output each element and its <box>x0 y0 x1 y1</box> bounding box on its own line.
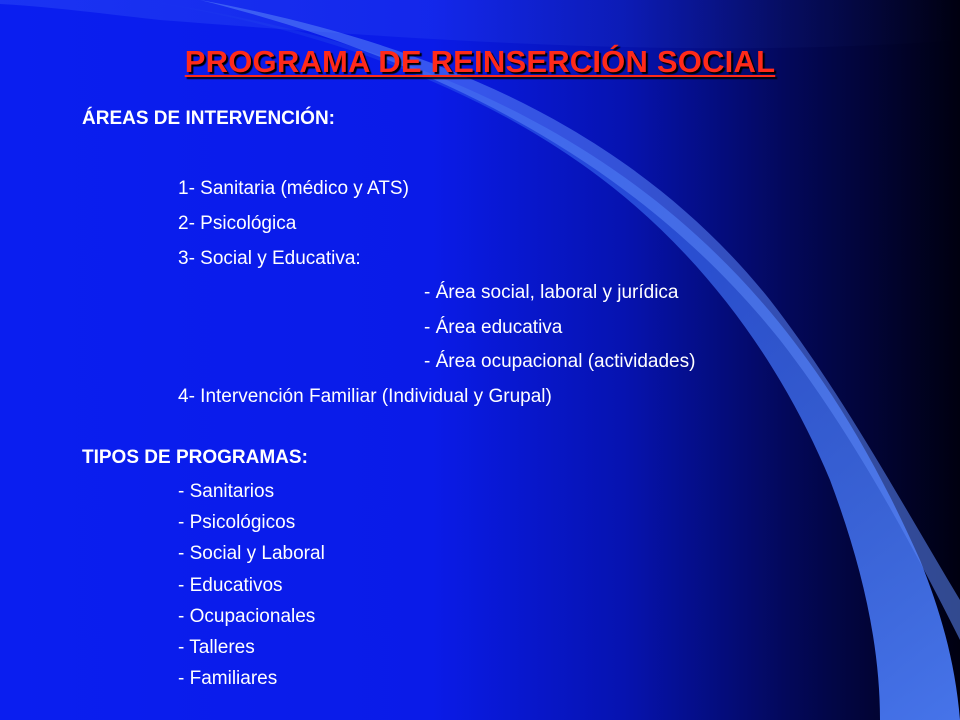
tipo-item: - Ocupacionales <box>178 606 316 627</box>
tipo-item: - Talleres <box>178 637 255 658</box>
areas-heading: ÁREAS DE INTERVENCIÓN: <box>82 108 336 129</box>
tipo-item: - Educativos <box>178 575 283 596</box>
tipo-item: - Social y Laboral <box>178 543 325 564</box>
tipo-item: - Familiares <box>178 668 278 689</box>
slide-title: PROGRAMA DE REINSERCIÓN SOCIAL <box>184 44 776 79</box>
area-item: 1- Sanitaria (médico y ATS) <box>178 178 409 199</box>
tipo-item: - Sanitarios <box>178 481 275 502</box>
area-subitem: - Área ocupacional (actividades) <box>424 351 696 372</box>
tipo-item: - Psicológicos <box>178 512 296 533</box>
area-subitem: - Área social, laboral y jurídica <box>424 282 679 303</box>
area-item: 2- Psicológica <box>178 213 297 234</box>
area-item: 4- Intervención Familiar (Individual y Grupal) <box>178 386 552 407</box>
area-item: 3- Social y Educativa: <box>178 248 361 269</box>
tipos-heading: TIPOS DE PROGRAMAS: <box>82 447 308 468</box>
area-subitem: - Área educativa <box>424 317 563 338</box>
